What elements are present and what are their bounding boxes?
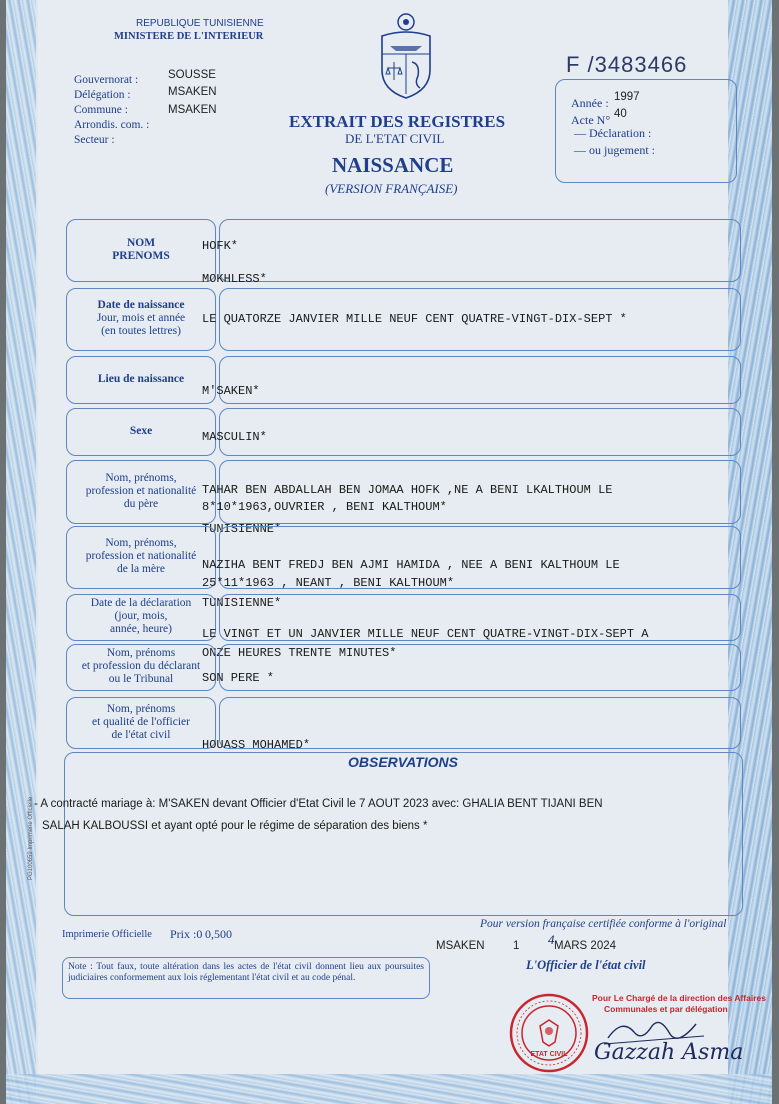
republic-label: REPUBLIQUE TUNISIENNE — [136, 18, 264, 29]
observation-line-1: - A contracté mariage à: M'SAKEN devant Officier d'Etat Civil le 7 AOUT 2023 avec: GHALIA BENT TIJANI BEN — [34, 798, 603, 810]
delegation-value: MSAKEN — [168, 86, 217, 98]
place-value: MSAKEN — [436, 940, 485, 952]
field-label: Nom, prénoms, profession et nationalité du père — [85, 471, 197, 510]
field-value-line: NAZIHA BENT FREDJ BEN AJMI HAMIDA , NEE A BENI KALTHOUM LE — [202, 558, 620, 572]
field-value-box — [219, 219, 741, 282]
gouvernorat-label: Gouvernorat : — [74, 74, 139, 86]
coat-of-arms-icon — [376, 10, 436, 102]
field-value-line: M'SAKEN* — [202, 384, 260, 398]
date-day: 1 — [513, 940, 520, 952]
field-value-line: LE QUATORZE JANVIER MILLE NEUF CENT QUATRE-VINGT-DIX-SEPT * — [202, 312, 627, 326]
svg-text:ETAT CIVIL: ETAT CIVIL — [530, 1051, 568, 1058]
field-value-line: SON PERE * — [202, 671, 275, 685]
officer-title: L'Officier de l'état civil — [526, 958, 646, 972]
commune-label: Commune : — [74, 104, 128, 116]
observations-box — [64, 752, 743, 916]
left-security-border — [6, 0, 36, 1104]
title-version: (VERSION FRANÇAISE) — [325, 181, 458, 196]
delegation-line-1: Pour Le Chargé de la direction des Affaires — [592, 993, 766, 1003]
title-line2: DE L'ETAT CIVIL — [345, 131, 445, 146]
ministry-label: MINISTERE DE L'INTERIEUR — [114, 31, 264, 42]
title-line1: EXTRAIT DES REGISTRES — [289, 112, 506, 131]
field-value-line: ONZE HEURES TRENTE MINUTES* — [202, 646, 397, 660]
commune-value: MSAKEN — [168, 104, 217, 116]
declaration-label: — Déclaration : — [574, 126, 652, 140]
field-value-box — [219, 356, 741, 404]
prix-label: Prix :0 — [170, 927, 203, 941]
jugement-label: — ou jugement : — [574, 143, 655, 157]
field-label: NOM PRENOMS — [112, 236, 170, 262]
arrondis-label: Arrondis. com. : — [74, 119, 150, 131]
side-print-code: PG100659 Imprimerie Officielle — [28, 796, 34, 880]
gouvernorat-value: SOUSSE — [168, 69, 216, 81]
observation-line-2: SALAH KALBOUSSI et ayant opté pour le régime de séparation des biens * — [42, 820, 428, 832]
field-value-line: 8*10*1963,OUVRIER , BENI KALTHOUM* — [202, 500, 447, 514]
field-value-line: HOUASS MOHAMED* — [202, 738, 311, 752]
certified-statement: Pour version française certifiée conforme à l'original — [480, 918, 727, 930]
field-value-box — [219, 644, 741, 691]
field-label: Lieu de naissance — [97, 372, 185, 385]
acte-value: 40 — [614, 108, 627, 120]
annee-label: Année : — [571, 96, 609, 110]
delegation-line-2: Communales et par délégation — [604, 1004, 728, 1014]
field-value-line: MOKHLESS* — [202, 272, 267, 286]
delegation-label: Délégation : — [74, 89, 131, 101]
field-label: Sexe — [129, 424, 153, 437]
field-value-line: TUNISIENNE* — [202, 596, 282, 610]
field-label: Nom, prénoms et profession du déclarant ou le Tribunal — [81, 647, 201, 685]
field-label: Date de naissance Jour, mois et année (en toutes lettres) — [96, 299, 186, 337]
field-label: Nom, prénoms et qualité de l'officier de l'état civil — [92, 702, 190, 741]
acte-label: Acte N° — [571, 113, 611, 127]
official-stamp-icon — [508, 992, 590, 1074]
secteur-label: Secteur : — [74, 134, 115, 146]
date-rest: MARS 2024 — [554, 940, 617, 952]
field-value-line: TUNISIENNE* — [202, 522, 282, 536]
field-label: Date de la déclaration (jour, mois, année, heure) — [90, 597, 192, 635]
field-value-line: HOFK* — [202, 239, 239, 253]
field-value-line: MASCULIN* — [202, 430, 267, 444]
signature-name: Gazzah Asma — [594, 1040, 744, 1065]
field-value-line: LE VINGT ET UN JANVIER MILLE NEUF CENT QUATRE-VINGT-DIX-SEPT A — [202, 627, 649, 641]
serial-number: F /3483466 — [566, 52, 688, 77]
legal-note: Note : Tout faux, toute altération dans les actes de l'état civil donnent lieu aux poursuites judiciaires conformement aux lois réglementant l'état civil et au code pénal. — [68, 962, 424, 983]
bottom-security-border — [6, 1074, 772, 1104]
annee-value: 1997 — [614, 91, 640, 103]
field-value-line: 25*11*1963 , NEANT , BENI KALTHOUM* — [202, 576, 455, 590]
title-naissance: NAISSANCE — [332, 153, 454, 177]
date-handwritten-mark: 4 — [548, 932, 555, 947]
prix-value: 0,500 — [205, 927, 232, 941]
imprimerie-label: Imprimerie Officielle — [62, 929, 152, 940]
field-value-box — [219, 408, 741, 456]
observations-title: OBSERVATIONS — [348, 754, 458, 770]
field-value-line: TAHAR BEN ABDALLAH BEN JOMAA HOFK ,NE A BENI LKALTHOUM LE — [202, 483, 613, 497]
field-label: Nom, prénoms, profession et nationalité de la mère — [85, 537, 197, 575]
